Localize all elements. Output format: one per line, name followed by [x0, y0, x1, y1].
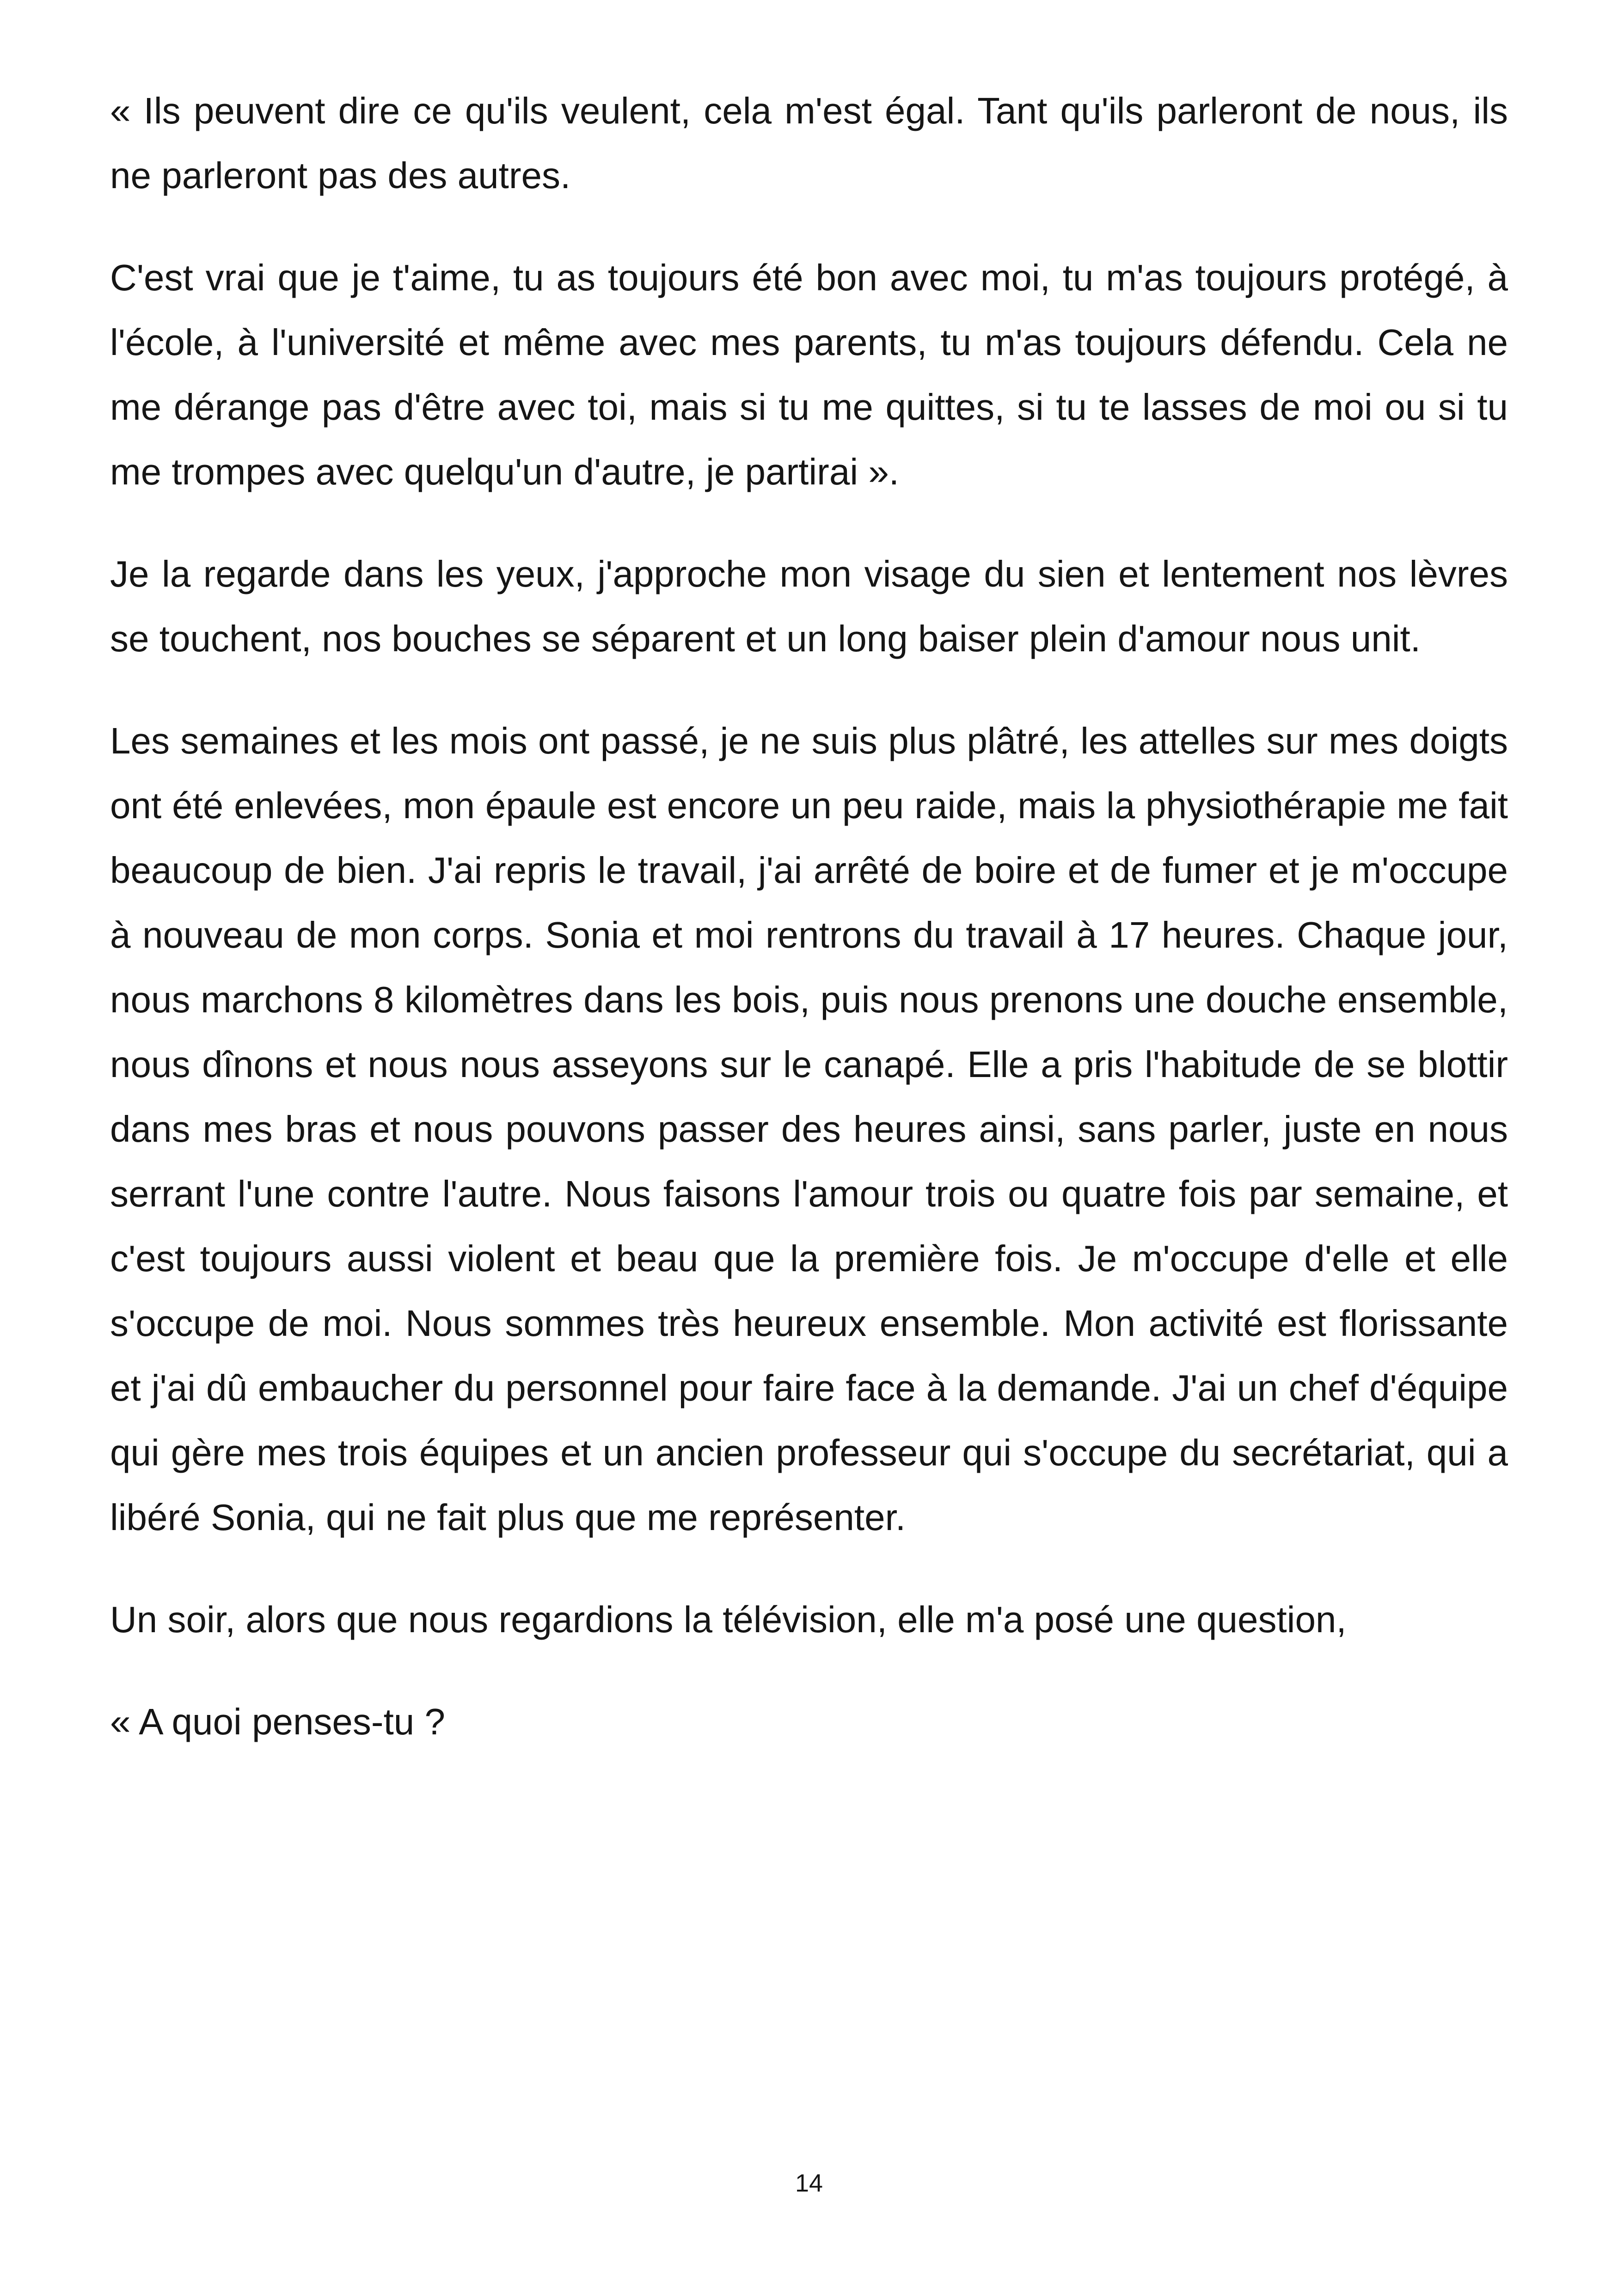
paragraph: « Ils peuvent dire ce qu'ils veulent, cela m'est égal. Tant qu'ils parleront de nous, ils ne parleront pas des autres. [110, 90, 1508, 196]
page-number: 14 [795, 2169, 823, 2197]
paragraph: Un soir, alors que nous regardions la télévision, elle m'a posé une question, [110, 1599, 1347, 1640]
paragraph: Je la regarde dans les yeux, j'approche mon visage du sien et lentement nos lèvres se touchent, nos bouches se séparent et un long baiser plein d'amour nous unit. [110, 553, 1508, 659]
paragraph: C'est vrai que je t'aime, tu as toujours été bon avec moi, tu m'as toujours protégé, à l'école, à l'université et même avec mes parents, tu m'as toujours défendu. Cela ne me dérange pas d'être avec toi, mais si tu me quittes, si tu te lasses de moi ou si tu me trompes avec quelqu'un d'autre, je partirai ». [110, 257, 1508, 492]
paragraph: Les semaines et les mois ont passé, je ne suis plus plâtré, les attelles sur mes doigts ont été enlevées, mon épaule est encore un peu raide, mais la physiothérapie me fait beaucoup de bien. J'ai repris le travail, j'ai arrêté de boire et de fumer et je m'occupe à nouveau de mon corps. Sonia et moi rentrons du travail à 17 heures. Chaque jour, nous marchons 8 kilomètres dans les bois, puis nous prenons une douche ensemble, nous dînons et nous nous asseyons sur le canapé. Elle a pris l'habitude de se blottir dans mes bras et nous pouvons passer des heures ainsi, sans parler, juste en nous serrant l'une contre l'autre. Nous faisons l'amour trois ou quatre fois par semaine, et c'est toujours aussi violent et beau que la première fois. Je m'occupe d'elle et elle s'occupe de moi. Nous sommes très heureux ensemble. Mon activité est florissante et j'ai dû embaucher du personnel pour faire face à la demande. J'ai un chef d'équipe qui gère mes trois équipes et un ancien professeur qui s'occupe du secrétariat, qui a libéré Sonia, qui ne fait plus que me représenter. [110, 720, 1508, 1538]
page-body [110, 79, 1508, 1792]
paragraph: « A quoi penses-tu ? [110, 1701, 445, 1742]
